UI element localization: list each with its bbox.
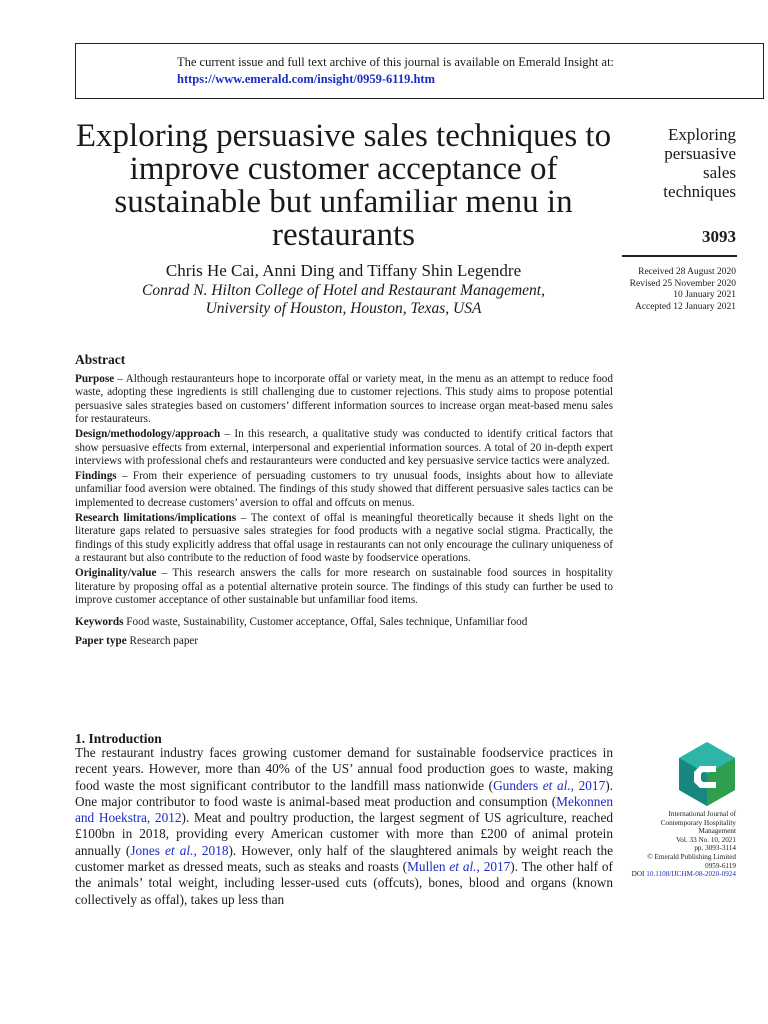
paper-type-label: Paper type — [75, 635, 127, 648]
article-title: Exploring persuasive sales techniques to improve customer acceptance of sustainable but unfamiliar menu in restaurants — [75, 118, 612, 253]
journal-notice-box — [75, 43, 764, 99]
abstract-purpose — [75, 373, 613, 427]
running-title-line: sales — [702, 163, 736, 182]
doi-line — [606, 870, 736, 879]
keywords — [75, 616, 613, 630]
sidebar-divider — [622, 255, 737, 257]
journal-line: International Journal of — [668, 810, 736, 818]
running-title — [606, 125, 736, 201]
journal-line: © Emerald Publishing Limited — [647, 852, 736, 861]
citation-link[interactable]: Mekonnen and Hoekstra, 2012 — [75, 793, 613, 826]
doi-label: DOI — [631, 870, 645, 879]
journal-line: pp. 3093-3114 — [694, 844, 736, 853]
journal-url-link[interactable]: https://www.emerald.com/insight/0959-6119.htm — [177, 72, 435, 86]
running-title-line: Exploring — [668, 125, 736, 144]
emerald-logo — [676, 740, 738, 808]
keywords-label: Keywords — [75, 615, 124, 628]
journal-line: Contemporary Hospitality — [660, 818, 736, 827]
abstract-design — [75, 428, 613, 469]
section-label: Research limitations/implications — [75, 511, 237, 524]
abstract-originality — [75, 567, 613, 608]
body-text: ). One major contributor to food waste is animal-based meat production and consumption ( — [75, 777, 613, 809]
citation-link[interactable]: Mullen et al., 2017 — [407, 859, 511, 875]
introduction-body — [75, 745, 613, 908]
abstract — [75, 353, 613, 650]
affiliation-line: University of Houston, Houston, Texas, USA — [205, 300, 482, 317]
running-title-line: persuasive — [664, 144, 736, 163]
citation-link[interactable]: Jones et al., 2018 — [130, 842, 229, 858]
section-label: Purpose — [75, 372, 115, 385]
page-number: 3093 — [702, 227, 736, 246]
body-text: ). Meat and poultry production, the largest segment of US agriculture, reached £100bn in 2018, providing every American customer with more than £200 of animal protein annually ( — [75, 810, 613, 858]
section-label: Originality/value — [75, 566, 157, 579]
date-line: Revised 25 November 2020 — [629, 278, 736, 289]
paper-type — [75, 635, 613, 649]
section-text: – From their experience of persuading customers to try unusual foods, insights about how to alleviate unfamiliar food aversion were obtained. The findings of this study showed that different persuasive sales tactics can be implemented to decrease customers’ aversion to offal and offcuts on menus. — [75, 469, 613, 509]
journal-notice — [177, 54, 614, 88]
section-text: – The context of offal is meaningful theoretically because it sheds light on the literature gaps related to persuasive sales strategies for food products with a negative social stigma. Practically, the findings of this study explicitly address that offal usage in restaurants can not only encourage the culinary uniqueness of a restaurant but also contribute to the reduction of food waste by foodservice operations. — [75, 511, 613, 565]
abstract-limitations — [75, 512, 613, 566]
doi-link[interactable]: 10.1108/IJCHM-08-2020-0924 — [646, 870, 736, 879]
section-text: – This research answers the calls for more research on sustainable food sources in hospitality literature by proposing offal as a potential alternative protein source. The findings of this study can further be used to improve customer acceptance of other sustainable but unfamiliar food items. — [75, 566, 613, 607]
section-text: – Although restauranteurs hope to incorporate offal or variety meat, in the menu as an attempt to reduce food waste, adopting these ingredients is still challenging due to customer rejections. This study aims to propose potential persuasive sales strategies based on customers’ different information sources to increase organ meat-based menu sales for restaurateurs. — [75, 372, 613, 426]
body-text: ). However, only half of the slaughtered animals by weight reach the customer market as dressed meats, such as steaks and roasts ( — [75, 842, 613, 875]
paper-type-text: Research paper — [126, 635, 199, 648]
article-dates — [596, 267, 736, 313]
journal-info — [606, 810, 736, 879]
journal-line: Management — [698, 827, 736, 836]
journal-line: Vol. 33 No. 10, 2021 — [676, 835, 736, 844]
body-text: The restaurant industry faces growing customer demand for sustainable foodservice practices in recent years. However, more than 40% of the US’ annual food production goes to waste, making food waste the most significant contributor to the landfill mass nationwide ( — [75, 745, 613, 793]
affiliation — [75, 282, 612, 318]
section-heading-introduction: 1. Introduction — [75, 731, 162, 746]
journal-line: 0959-6119 — [705, 861, 736, 870]
notice-text: The current issue and full text archive of this journal is available on Emerald Insight at: — [177, 55, 615, 69]
section-label: Findings — [75, 469, 117, 482]
body-text: ). The other half of the animals’ total weight, including lesser-used cuts (offcuts), bones, blood and organs (known collectively as offal), takes up less than — [75, 859, 613, 907]
date-line: 10 January 2021 — [673, 290, 736, 300]
keywords-text: Food waste, Sustainability, Customer acceptance, Offal, Sales technique, Unfamiliar food — [123, 615, 528, 628]
affiliation-line: Conrad N. Hilton College of Hotel and Restaurant Management, — [142, 282, 545, 299]
abstract-findings — [75, 470, 613, 511]
date-line: Accepted 12 January 2021 — [634, 301, 736, 312]
running-title-line: techniques — [663, 182, 736, 201]
section-text: – In this research, a qualitative study was conducted to identify critical factors that show persuasive effects from external, interpersonal and experiential information sources. A total of 20 in-depth expert interviews with professional chefs and restauranteurs were conducted and key persuasive service tactics were analyzed. — [75, 427, 613, 468]
date-line: Received 28 August 2020 — [638, 267, 736, 277]
section-label: Design/methodology/approach — [75, 427, 221, 440]
citation-link[interactable]: Gunders et al., 2017 — [493, 777, 606, 793]
abstract-heading: Abstract — [75, 352, 126, 367]
authors: Chris He Cai, Anni Ding and Tiffany Shin Legendre — [165, 261, 522, 280]
